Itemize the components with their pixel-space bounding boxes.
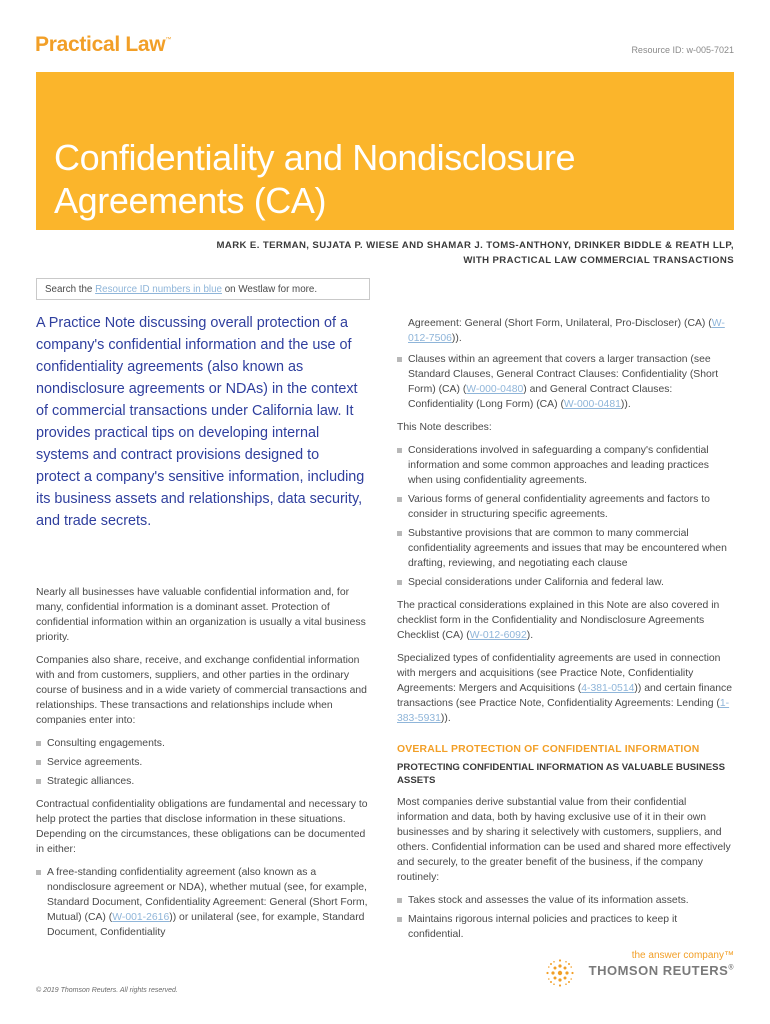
- authors: [94, 238, 734, 268]
- routine-list: [397, 893, 735, 942]
- list-item: Considerations involved in safeguarding a company's confidential information and some common approaches and leading practices when using confidentiality agreements.: [397, 443, 735, 488]
- left-column: [36, 585, 370, 948]
- value-paragraph: Most companies derive substantial value from their confidential information and data, both by having exclusive use of it in their own businesses and by sharing it selectively with customers, suppliers, and others. Confidential information can be used and shared more effectively and securely, to the greater benefit of the business, if the company routinely:: [397, 797, 731, 883]
- title-line-2: Agreements (CA): [54, 180, 327, 221]
- resource-link[interactable]: W-000-0481: [563, 399, 621, 410]
- intro-paragraph: Nearly all businesses have valuable confidential information and, for many, confidential information is a dominant asset. Protection of confidential information within an organization is usually a vital business priority.: [36, 587, 366, 643]
- checklist-paragraph: The practical considerations explained in this Note are also covered in checklist form in the Confidentiality and Nondisclosure Agreements Checklist (CA) (W-012-6092).: [397, 600, 720, 641]
- resource-link[interactable]: W-012-6092: [469, 630, 527, 641]
- list-item: Consulting engagements.: [36, 736, 370, 751]
- documentation-list: [36, 865, 370, 940]
- list-item: Takes stock and assesses the value of its information assets.: [397, 893, 735, 908]
- engagement-list: [36, 736, 370, 789]
- practical-law-logo: Practical Law™: [35, 33, 172, 56]
- resource-id-link[interactable]: Resource ID numbers in blue: [95, 284, 222, 295]
- authors-line-1: MARK E. TERMAN, SUJATA P. WIESE AND SHAMAR J. TOMS-ANTHONY, DRINKER BIDDLE & REATH LLP,: [216, 240, 734, 251]
- list-item: Substantive provisions that are common to many commercial confidentiality agreements and issues that may be encountered when drafting, reviewing, and negotiating each clause: [397, 526, 735, 571]
- resource-id: Resource ID: w-005-7021: [631, 45, 734, 55]
- lead-paragraph: A Practice Note discussing overall protection of a company's confidential information and the use of confidentiality agreements (also known as nondisclosure agreements or NDAs) in the context of commercial transactions under California law. It provides practical tips on developing internal systems and contract provisions designed to protect a company's sensitive information, including its business assets and relationships, data security, and trade secrets.: [36, 315, 365, 529]
- sharing-paragraph: Companies also share, receive, and exchange confidential information with and from customers, suppliers, and other parties in the ordinary course of business and in a wide variety of commercial transactions and relationships. These transactions and relationships include when companies enter into:: [36, 655, 367, 726]
- list-item: Service agreements.: [36, 755, 370, 770]
- search-hint-box: Search the Resource ID numbers in blue on Westlaw for more.: [36, 278, 370, 300]
- thomson-reuters-dots-icon: [545, 958, 575, 988]
- section-heading: OVERALL PROTECTION OF CONFIDENTIAL INFORMATION: [397, 744, 700, 755]
- document-title: [54, 136, 575, 222]
- title-line-1: Confidentiality and Nondisclosure: [54, 137, 576, 178]
- resource-link[interactable]: W-000-0480: [466, 384, 524, 395]
- describes-list: [397, 443, 735, 590]
- copyright-notice: © 2019 Thomson Reuters. All rights reserved.: [36, 987, 178, 994]
- list-item: Strategic alliances.: [36, 774, 370, 789]
- describes-intro: This Note describes:: [397, 422, 492, 433]
- list-item: A free-standing confidentiality agreement (also known as a nondisclosure agreement or NDA), whether mutual (see, for example, Standard Document, Confidentiality Agreement: General (Short Form, Mutual) (CA) (W-001-2616)) or unilateral (see, for example, Standard Document, Confidentiality: [36, 865, 370, 940]
- list-item: Various forms of general confidentiality agreements and factors to consider in structuring specific agreements.: [397, 492, 735, 522]
- brand-name: THOMSON REUTERS®: [588, 963, 734, 978]
- resource-link[interactable]: 4-381-0514: [581, 683, 635, 694]
- list-item: Maintains rigorous internal policies and practices to keep it confidential.: [397, 912, 735, 942]
- documentation-list-continued: [397, 352, 735, 412]
- resource-link[interactable]: W-012-7506: [408, 318, 725, 344]
- obligations-paragraph: Contractual confidentiality obligations are fundamental and necessary to help protect the parties that disclose information in these situations. Depending on the circumstances, these obligations can be documented in either:: [36, 799, 368, 855]
- list-item: Clauses within an agreement that covers a larger transaction (see Standard Clauses, General Contract Clauses: Confidentiality (Short Form) (CA) (W-000-0480) and General Contract Clauses: Confidentiality (Long Form) (CA) (W-000-0481)).: [397, 352, 735, 412]
- thomson-reuters-logo: [589, 950, 734, 978]
- resource-link[interactable]: 1-383-5931: [397, 698, 730, 724]
- specialized-paragraph: Specialized types of confidentiality agreements are used in connection with mergers and acquisitions (see Practice Note, Confidentiality Agreements: Mergers and Acquisitions (4-381-0514)) and certain finance transactions (see Practice Note, Confidentiality Agreements: Lending (1-383-5931)).: [397, 653, 733, 724]
- list-item-continued: Agreement: General (Short Form, Unilateral, Pro-Discloser) (CA) (W-012-7506)).: [408, 318, 725, 344]
- tagline: the answer company™: [631, 950, 734, 961]
- right-column: [397, 316, 735, 950]
- resource-link[interactable]: W-001-2616: [112, 912, 170, 923]
- title-banner: [36, 72, 734, 230]
- list-item: Special considerations under California and federal law.: [397, 575, 735, 590]
- authors-line-2: WITH PRACTICAL LAW COMMERCIAL TRANSACTIONS: [463, 255, 734, 266]
- sub-heading: PROTECTING CONFIDENTIAL INFORMATION AS VALUABLE BUSINESS ASSETS: [397, 762, 725, 786]
